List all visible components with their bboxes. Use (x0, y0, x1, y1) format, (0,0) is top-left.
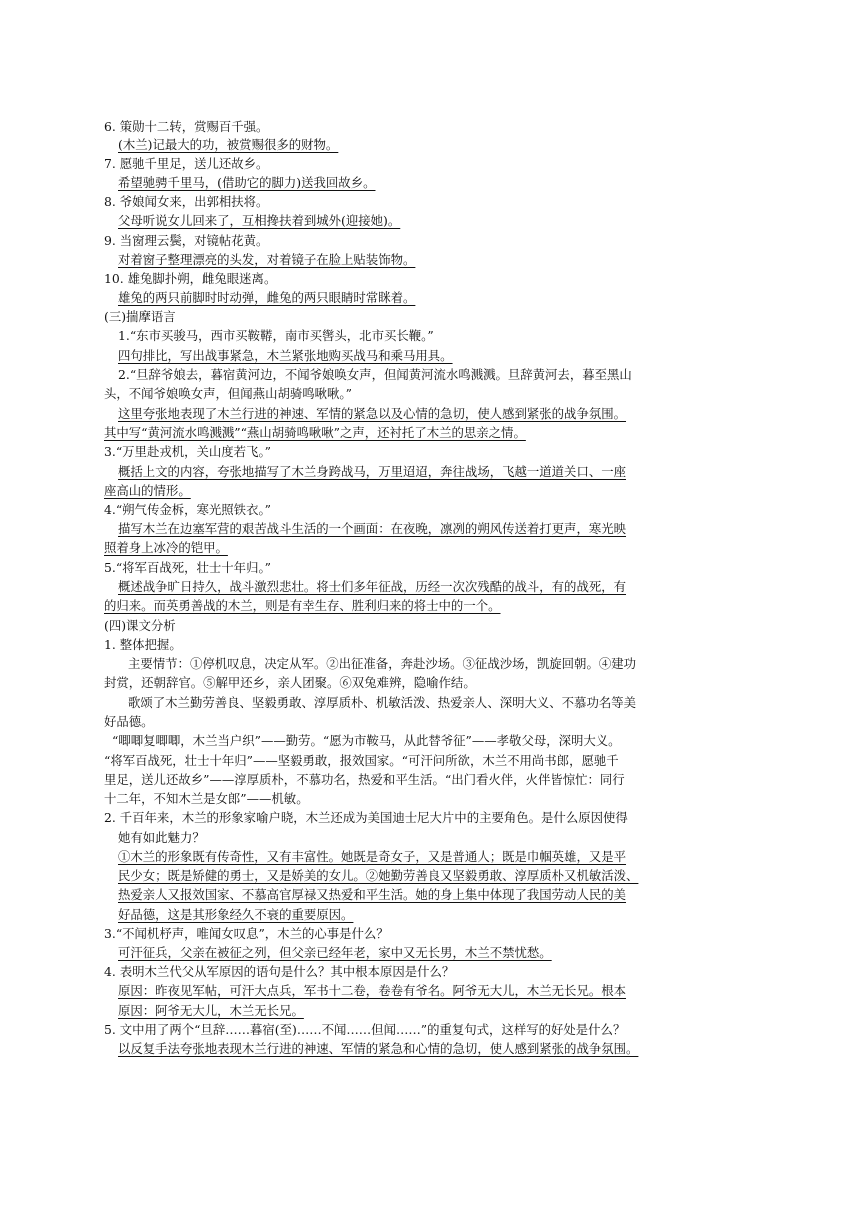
answer-line: 希望驰骋千里马，(借助它的脚力)送我回故乡。 (118, 175, 376, 190)
text-line: 主要情节：①停机叹息，决定从军。②出征准备，奔赴沙场。③征战沙场，凯旋回朝。④建功 (128, 656, 637, 671)
text-line: 10. 雄兔脚扑朔，雌兔眼迷离。 (104, 271, 277, 286)
text-line: 封赏，还朝辞官。⑤解甲还乡，亲人团聚。⑥双兔难辨，隐喻作结。 (104, 675, 476, 690)
text-line: 5.“将军百战死，壮士十年归。” (104, 560, 271, 575)
answer-line: 座高山的情形。 (104, 483, 191, 498)
answer-line: 原因：昨夜见军帖，可汗大点兵，军书十二卷，卷卷有爷名。阿爷无大儿，木兰无长兄。根本 (118, 983, 627, 998)
answer-line: 以反复手法夸张地表现木兰行进的神速、军情的紧急和心情的急切，使人感到紧张的战争氛围。 (118, 1041, 639, 1056)
answer-line: ①木兰的形象既有传奇性，又有丰富性。她既是奇女子，又是普通人；既是巾帼英雄，又是平 (118, 849, 627, 864)
answer-line: 热爱亲人又报效国家、不慕高官厚禄又热爱和平生活。她的身上集中体现了我国劳动人民的美 (118, 887, 627, 902)
answer-line: 好品德，这是其形象经久不衰的重要原因。 (118, 907, 354, 922)
text-line: 4.“朔气传金柝，寒光照铁衣。” (104, 502, 271, 517)
answer-line: 原因：阿爷无大儿，木兰无长兄。 (118, 1003, 304, 1018)
section-heading: (三)揣摩语言 (104, 309, 176, 324)
text-line: 4. 表明木兰代父从军原因的语句是什么？其中根本原因是什么？ (104, 964, 455, 979)
text-line: 3.“不闻机杼声，唯闻女叹息”，木兰的心事是什么？ (104, 926, 389, 941)
text-line: 2. 千百年来，木兰的形象家喻户晓，木兰还成为美国迪士尼大片中的主要角色。是什么原因使得 (104, 810, 628, 825)
answer-line: 民少女；既是矫健的勇士，又是娇美的女儿。②她勤劳善良又坚毅勇敢、淳厚质朴又机敏活泼、 (118, 868, 639, 883)
text-line: 8. 爷娘闻女来，出郭相扶将。 (104, 194, 269, 209)
text-line: 里足，送儿还故乡”——淳厚质朴，不慕功名，热爱和平生活。“出门看火伴，火伴皆惊忙：同行 (104, 772, 625, 787)
text-line: 她有如此魅力？ (118, 830, 205, 845)
answer-line: 其中写“黄河流水鸣溅溅”“燕山胡骑鸣啾啾”之声，还衬托了木兰的思亲之情。 (104, 425, 526, 440)
answer-line: 的归来。而英勇善战的木兰，则是有幸生存、胜利归来的将士中的一个。 (104, 598, 501, 613)
answer-line: (木兰)记最大的功，被赏赐很多的财物。 (118, 137, 339, 152)
answer-line: 照着身上冰冷的铠甲。 (104, 540, 228, 555)
text-line: 9. 当窗理云鬓，对镜帖花黄。 (104, 233, 269, 248)
text-line: “唧唧复唧唧，木兰当户织”——勤劳。“愿为市鞍马，从此替爷征”——孝敬父母，深明大义。 (112, 733, 621, 748)
section-heading: (四)课文分析 (104, 618, 176, 633)
text-line: 好品德。 (104, 714, 154, 729)
text-line: 头，不闻爷娘唤女声，但闻燕山胡骑鸣啾啾。” (104, 386, 352, 401)
answer-line: 概述战争旷日持久，战斗激烈悲壮。将士们多年征战，历经一次次残酷的战斗，有的战死，有 (118, 579, 627, 594)
text-line: 2.“旦辞爷娘去，暮宿黄河边，不闻爷娘唤女声，但闻黄河流水鸣溅溅。旦辞黄河去，暮至黑山 (118, 367, 632, 382)
text-line: 歌颂了木兰勤劳善良、坚毅勇敢、淳厚质朴、机敏活泼、热爱亲人、深明大义、不慕功名等美 (128, 695, 637, 710)
text-line: 3.“万里赴戎机，关山度若飞。” (104, 444, 271, 459)
text-line: 5. 文中用了两个“旦辞……暮宿(至)……不闻……但闻……”的重复句式，这样写的好处是什么？ (104, 1022, 626, 1037)
answer-line: 可汗征兵，父亲在被征之列，但父亲已经年老，家中又无长男，木兰不禁忧愁。 (118, 945, 552, 960)
text-line: 6. 策勋十二转，赏赐百千强。 (104, 119, 269, 134)
text-line: 1.“东市买骏马，西市买鞍鞯，南市买辔头，北市买长鞭。” (118, 328, 434, 343)
answer-line: 概括上文的内容，夸张地描写了木兰身跨战马，万里迢迢，奔往战场，飞越一道道关口、一座 (118, 464, 627, 479)
text-line: 7. 愿驰千里足，送儿还故乡。 (104, 156, 269, 171)
answer-line: 对着窗子整理漂亮的头发，对着镜子在脸上贴装饰物。 (118, 252, 416, 267)
answer-line: 四句排比，写出战事紧急，木兰紧张地购买战马和乘马用具。 (118, 348, 453, 363)
text-line: “将军百战死，壮士十年归”——坚毅勇敢，报效国家。“可汗问所欲，木兰不用尚书郎，愿驰千 (104, 753, 619, 768)
answer-line: 父母听说女儿回来了，互相搀扶着到城外(迎接她)。 (118, 213, 401, 228)
answer-line: 这里夸张地表现了木兰行进的神速、军情的紧急以及心情的急切，使人感到紧张的战争氛围。 (118, 406, 627, 421)
text-line: 1. 整体把握。 (104, 637, 182, 652)
answer-line: 雄兔的两只前脚时时动弹，雌兔的两只眼睛时常眯着。 (118, 290, 416, 305)
answer-line: 描写木兰在边塞军营的艰苦战斗生活的一个画面：在夜晚，凛冽的朔风传送着打更声，寒光映 (118, 521, 627, 536)
text-line: 十二年，不知木兰是女郎”——机敏。 (104, 791, 309, 806)
